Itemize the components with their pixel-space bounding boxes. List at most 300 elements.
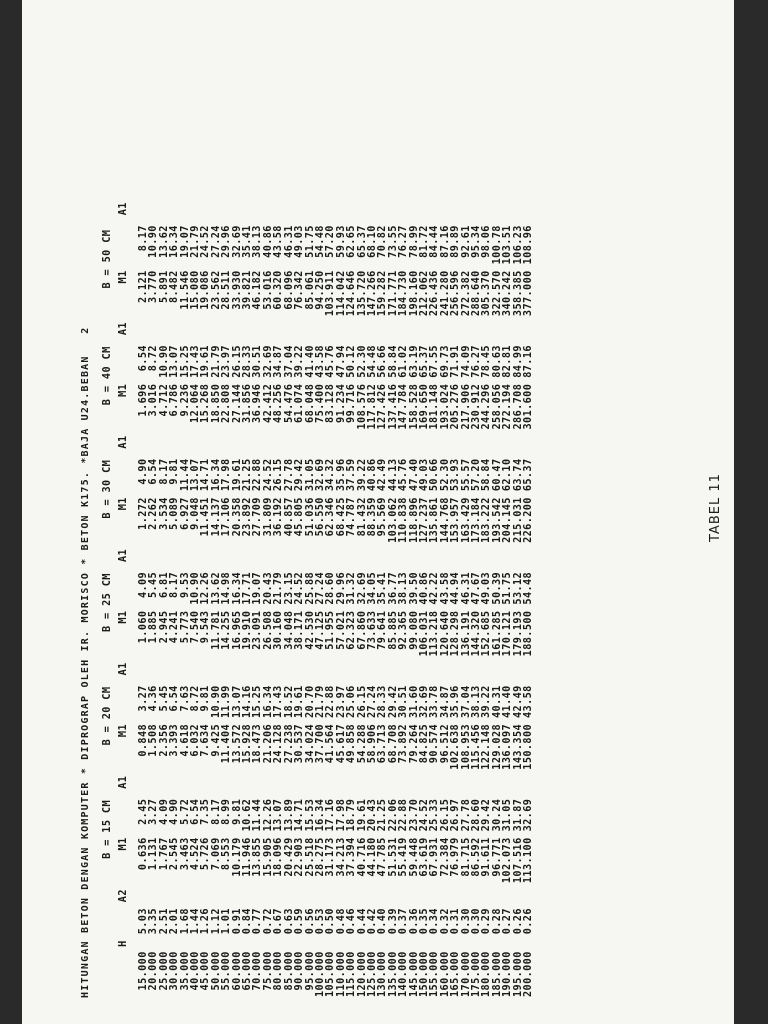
cell-m1: 0.636: [138, 837, 149, 871]
cell-a1: 50.39: [491, 571, 503, 605]
cell-h: 155.000: [429, 951, 441, 997]
cell-m1: 23.892: [242, 497, 254, 537]
cell-a1: 14.71: [200, 458, 212, 492]
cell-a1: 38.13: [252, 225, 264, 258]
cell-a1: 30.51: [398, 685, 410, 718]
cell-a1: 8.72: [190, 685, 202, 712]
cell-a1: 29.96: [221, 225, 233, 258]
cell-a1: 46.31: [460, 571, 472, 605]
cell-m1: 244.296: [481, 383, 493, 430]
group-header-row: [102, 199, 117, 1000]
cell-h: 180.000: [481, 951, 493, 997]
cell-a1: 23.15: [283, 571, 295, 605]
cell-m1: 42.412: [262, 383, 274, 423]
cell-m1: 91.611: [481, 837, 493, 877]
cell-a1: 11.44: [179, 458, 191, 492]
cell-a2: 0.91: [231, 908, 243, 935]
cell-a1: 57.20: [325, 225, 337, 258]
cell-a2: 2.01: [169, 908, 181, 935]
cell-m1: 181.148: [429, 383, 441, 430]
col-header-a2: A2: [117, 889, 129, 903]
cell-m1: 272.382: [460, 270, 472, 317]
cell-a1: 18.79: [346, 798, 358, 832]
cell-a2: 5.03: [138, 908, 149, 935]
cell-a1: 70.82: [377, 225, 389, 258]
cell-m1: 36.946: [252, 383, 264, 423]
cell-a1: 26.15: [273, 458, 285, 492]
cell-m1: 169.650: [418, 383, 430, 430]
cell-m1: 73.892: [398, 723, 410, 764]
cell-a1: 73.55: [387, 225, 399, 258]
cell-a2: 0.67: [273, 908, 285, 935]
cell-m1: 34.213: [335, 837, 347, 877]
cell-a1: 30.24: [491, 798, 503, 832]
cell-m1: 13.855: [252, 837, 264, 877]
group-header: B = 40 CM: [101, 346, 113, 406]
cell-m1: 31.173: [325, 837, 337, 877]
cell-m1: 28.275: [314, 837, 326, 877]
cell-m1: 40.716: [356, 837, 368, 877]
table-body: [139, 199, 534, 1000]
cell-m1: 230.912: [471, 383, 482, 430]
cell-h: 60.000: [231, 951, 243, 991]
cell-h: 65.000: [242, 951, 254, 991]
col-header-m1: M1: [117, 270, 129, 284]
cell-m1: 9.425: [210, 723, 222, 757]
cell-m1: 9.236: [179, 383, 191, 417]
cell-m1: 26.508: [262, 610, 274, 650]
cell-m1: 92.365: [398, 610, 410, 650]
cell-a1: 26.97: [450, 798, 462, 832]
cell-m1: 63.619: [418, 837, 430, 877]
cell-a1: 17.43: [273, 685, 285, 718]
cell-m1: 193.542: [491, 497, 503, 543]
cell-a1: 34.32: [325, 458, 337, 492]
cell-m1: 1.767: [158, 837, 170, 871]
cell-m1: 68.425: [335, 497, 347, 537]
cell-a1: 35.41: [377, 571, 389, 605]
cell-m1: 37.394: [346, 837, 358, 877]
cell-a2: 0.26: [512, 908, 524, 935]
cell-a1: 87.16: [439, 225, 451, 258]
cell-m1: 15.928: [242, 723, 254, 764]
cell-a1: 76.27: [398, 225, 410, 258]
cell-a1: 58.84: [481, 458, 493, 492]
cell-m1: 137.416: [387, 383, 399, 430]
cell-a1: 10.90: [210, 685, 222, 718]
cell-a1: 39.22: [294, 345, 306, 378]
cell-a2: 0.28: [491, 908, 503, 935]
cell-m1: 3.016: [148, 383, 160, 417]
cell-a1: 19.61: [200, 345, 212, 378]
col-header-m1: M1: [117, 383, 129, 397]
cell-a1: 78.99: [408, 225, 420, 258]
cell-a1: 87.16: [523, 345, 535, 378]
cell-h: 80.000: [273, 951, 285, 991]
cell-h: 185.000: [491, 951, 503, 997]
cell-h: 85.000: [283, 951, 295, 991]
cell-a1: 32.69: [314, 458, 326, 492]
cell-h: 20.000: [148, 951, 160, 991]
cell-a1: 63.19: [408, 345, 420, 378]
cell-m1: 205.276: [450, 383, 462, 430]
cell-a1: 29.42: [481, 798, 493, 832]
cell-h: 135.000: [387, 951, 399, 997]
cell-a1: 20.43: [262, 571, 274, 605]
cell-m1: 68.048: [304, 383, 316, 423]
cell-m1: 305.370: [481, 270, 493, 317]
cell-m1: 6.927: [179, 497, 191, 530]
cell-m1: 1.060: [138, 610, 149, 644]
cell-h: 175.000: [471, 951, 482, 997]
cell-m1: 114.042: [335, 270, 347, 317]
cell-m1: 4.712: [158, 383, 170, 417]
cell-a1: 58.84: [387, 345, 399, 378]
cell-a1: 55.57: [460, 458, 472, 492]
cell-h: 90.000: [294, 951, 306, 991]
cell-m1: 159.282: [377, 270, 389, 317]
cell-a1: 31.60: [408, 685, 420, 718]
cell-a1: 18.52: [283, 685, 295, 718]
cell-a1: 40.86: [262, 225, 274, 258]
cell-a1: 89.89: [450, 225, 462, 258]
cell-m1: 17.106: [221, 497, 233, 537]
cell-a2: 0.29: [481, 908, 493, 935]
cell-a1: 8.17: [169, 571, 181, 599]
cell-a2: 1.12: [210, 908, 222, 935]
cell-a1: 28.60: [471, 798, 482, 832]
cell-a1: 39.50: [408, 571, 420, 605]
group-header: B = 15 CM: [101, 800, 113, 859]
cell-m1: 33.930: [231, 270, 243, 310]
cell-a1: 63.74: [512, 458, 524, 492]
cell-a1: 24.52: [262, 458, 274, 492]
cell-a1: 12.26: [200, 571, 212, 605]
cell-m1: 128.298: [450, 610, 462, 657]
cell-a1: 10.62: [242, 798, 254, 832]
cell-m1: 61.074: [294, 383, 306, 423]
cell-a1: 13.07: [273, 798, 285, 832]
cell-a1: 19.61: [356, 798, 368, 832]
cell-m1: 113.100: [523, 837, 535, 884]
cell-m1: 103.911: [325, 270, 337, 317]
cell-h: 200.000: [523, 951, 535, 997]
cell-m1: 75.400: [314, 383, 326, 423]
cell-a1: 32.69: [356, 571, 368, 605]
cell-a1: 42.49: [377, 458, 389, 492]
cell-a1: 24.52: [418, 798, 430, 832]
cell-a1: 43.58: [273, 225, 285, 258]
cell-m1: 5.089: [169, 497, 181, 530]
cell-m1: 193.024: [439, 383, 451, 430]
cell-a1: 74.09: [460, 345, 472, 378]
cell-m1: 53.016: [262, 270, 274, 310]
cell-a1: 30.51: [252, 345, 264, 378]
cell-a1: 16.34: [169, 225, 181, 258]
cell-a2: 3.35: [148, 908, 160, 935]
cell-m1: 241.280: [439, 270, 451, 317]
table-row: [399, 199, 409, 1000]
cell-a1: 29.96: [335, 571, 347, 605]
cell-a1: 106.23: [512, 225, 524, 265]
cell-m1: 108.576: [356, 383, 368, 430]
cell-h: 165.000: [450, 951, 462, 997]
cell-m1: 1.272: [138, 497, 149, 530]
cell-a1: 60.47: [491, 458, 503, 492]
cell-a1: 49.03: [294, 225, 306, 258]
cell-a1: 17.16: [325, 798, 337, 832]
cell-a1: 9.53: [179, 571, 191, 599]
cell-m1: 120.640: [439, 610, 451, 657]
cell-a1: 27.78: [283, 458, 295, 492]
cell-h: 125.000: [366, 951, 378, 997]
cell-m1: 158.528: [408, 383, 420, 430]
cell-a2: 0.63: [283, 908, 295, 935]
table-row: [160, 199, 170, 1000]
cell-h: 50.000: [210, 951, 222, 991]
cell-a1: 19.61: [231, 458, 243, 492]
cell-m1: 286.708: [512, 383, 524, 430]
col-header-a1: A1: [117, 322, 129, 336]
cell-m1: 340.242: [502, 270, 514, 317]
cell-a1: 5.45: [158, 685, 170, 712]
cell-a2: 0.37: [398, 908, 410, 935]
cell-m1: 56.550: [314, 497, 326, 537]
cell-m1: 15.268: [200, 383, 212, 423]
cell-m1: 51.531: [387, 837, 399, 877]
cell-m1: 18.096: [273, 837, 285, 877]
cell-m1: 54.476: [283, 383, 295, 423]
cell-a1: 41.40: [304, 345, 316, 378]
cell-a1: 36.77: [387, 571, 399, 605]
col-header-h: H: [117, 940, 129, 947]
cell-a1: 37.04: [283, 345, 295, 378]
cell-a2: 0.48: [335, 908, 347, 935]
cell-a1: 7.35: [200, 798, 212, 825]
cell-m1: 11.781: [210, 610, 222, 650]
group-header: B = 25 CM: [101, 573, 113, 633]
cell-a1: 43.58: [314, 345, 326, 378]
cell-a2: 0.84: [242, 908, 254, 935]
cell-a1: 14.16: [242, 685, 254, 718]
cell-a1: 24.52: [294, 571, 306, 605]
cell-a1: 52.30: [439, 458, 451, 492]
cell-m1: 51.036: [304, 497, 316, 537]
cell-a1: 32.69: [231, 225, 243, 258]
cell-a1: 10.90: [148, 225, 160, 258]
cell-m1: 49.858: [346, 723, 358, 764]
cell-m1: 27.144: [231, 383, 243, 423]
cell-a1: 40.86: [366, 458, 378, 492]
cell-m1: 198.160: [408, 270, 420, 317]
cell-a1: 40.86: [418, 571, 430, 605]
cell-m1: 144.320: [471, 610, 482, 657]
table-row: [149, 199, 159, 1000]
blank-header: [102, 937, 117, 1000]
cell-m1: 301.600: [523, 383, 535, 430]
cell-m1: 19.086: [200, 270, 212, 310]
cell-a1: 8.17: [210, 798, 222, 825]
cell-a2: 0.77: [252, 908, 264, 935]
col-header-m1: M1: [117, 610, 129, 624]
cell-h: 75.000: [262, 951, 274, 991]
cell-m1: 38.171: [294, 610, 306, 650]
cell-m1: 24.128: [273, 723, 285, 764]
cell-a1: 20.70: [304, 685, 316, 718]
table-row: [139, 199, 149, 1000]
cell-m1: 59.448: [408, 837, 420, 877]
cell-m1: 16.965: [231, 610, 243, 650]
cell-a2: 2.51: [158, 908, 170, 935]
cell-m1: 161.285: [491, 610, 503, 657]
cell-a1: 59.93: [335, 225, 347, 258]
cell-a1: 17.98: [335, 798, 347, 832]
cell-m1: 37.700: [314, 723, 326, 764]
cell-h: 145.000: [408, 951, 420, 997]
cell-a1: 23.70: [408, 798, 420, 832]
cell-m1: 90.574: [429, 723, 441, 764]
cell-a1: 26.15: [231, 345, 243, 378]
cell-m1: 46.182: [252, 270, 264, 310]
cell-m1: 74.787: [346, 497, 358, 537]
cell-a1: 8.17: [158, 458, 170, 485]
cell-h: 100.000: [314, 951, 326, 997]
cell-a1: 84.44: [429, 225, 441, 258]
cell-a1: 71.91: [450, 345, 462, 378]
col-header-a1: A1: [117, 202, 129, 216]
cell-a1: 54.48: [314, 225, 326, 258]
cell-a1: 6.81: [158, 571, 170, 599]
cell-m1: 1.885: [148, 610, 160, 644]
cell-a1: 15.25: [179, 345, 191, 378]
cell-m1: 23.562: [210, 270, 222, 310]
cell-h: 170.000: [460, 951, 472, 997]
cell-m1: 127.426: [377, 383, 389, 430]
cell-h: 15.000: [138, 951, 149, 991]
cell-a1: 23.97: [335, 685, 347, 718]
cell-m1: 23.091: [252, 610, 264, 650]
cell-a1: 32.69: [418, 685, 430, 718]
cell-h: 110.000: [335, 951, 347, 997]
cell-a1: 6.54: [169, 685, 181, 712]
cell-m1: 102.073: [502, 837, 514, 884]
beam-table: [102, 199, 534, 1000]
cell-a1: 11.99: [221, 685, 233, 718]
cell-m1: 258.056: [491, 383, 503, 430]
cell-h: 120.000: [356, 951, 368, 997]
cell-a1: 8.99: [221, 798, 233, 825]
cell-a1: 14.71: [294, 798, 306, 832]
cell-m1: 5.773: [179, 610, 191, 644]
cell-a2: 0.53: [314, 908, 326, 935]
cell-h: 130.000: [377, 951, 389, 997]
cell-m1: 212.062: [418, 270, 430, 317]
cell-a1: 38.13: [398, 571, 410, 605]
cell-m1: 106.031: [418, 610, 430, 657]
cell-m1: 122.148: [481, 723, 493, 770]
cell-a1: 32.69: [523, 798, 535, 832]
cell-a1: 7.63: [179, 685, 191, 712]
cell-m1: 19.910: [242, 610, 254, 650]
cell-a1: 44.13: [387, 458, 399, 492]
cell-m1: 58.906: [366, 723, 378, 764]
cell-a1: 9.81: [200, 685, 212, 712]
cell-m1: 85.885: [387, 610, 399, 650]
cell-a1: 80.63: [491, 345, 503, 378]
col-header-a1: A1: [117, 548, 129, 562]
cell-a1: 5.72: [179, 798, 191, 825]
cell-h: 70.000: [252, 951, 264, 991]
cell-m1: 2.262: [148, 497, 160, 530]
cell-a1: 76.27: [471, 345, 482, 378]
cell-a1: 27.24: [366, 685, 378, 718]
cell-m1: 20.429: [283, 837, 295, 877]
cell-h: 160.000: [439, 951, 451, 997]
cell-a1: 26.15: [439, 798, 451, 832]
cell-a1: 41.40: [502, 685, 514, 718]
cell-m1: 103.062: [387, 497, 399, 543]
cell-a1: 16.34: [210, 458, 222, 492]
cell-m1: 47.785: [377, 837, 389, 877]
cell-m1: 226.200: [523, 497, 535, 543]
cell-h: 30.000: [169, 951, 181, 991]
cell-a1: 40.31: [491, 685, 503, 718]
cell-a1: 6.54: [138, 345, 149, 372]
cell-a1: 37.04: [460, 685, 472, 718]
cell-a1: 29.42: [387, 685, 399, 718]
cell-a1: 65.37: [418, 345, 430, 378]
cell-a1: 11.44: [252, 798, 264, 832]
cell-a1: 50.66: [429, 458, 441, 492]
cell-a1: 51.75: [502, 571, 514, 605]
cell-m1: 81.432: [356, 497, 368, 537]
cell-m1: 47.125: [314, 610, 326, 650]
col-header-a1: A1: [117, 775, 129, 789]
cell-a2: 0.34: [429, 908, 441, 935]
cell-m1: 31.809: [262, 497, 274, 537]
cell-m1: 4.241: [169, 610, 181, 644]
cell-m1: 272.194: [502, 383, 514, 430]
cell-a2: 0.31: [450, 908, 462, 935]
cell-a1: 47.67: [471, 571, 482, 605]
cell-m1: 81.715: [460, 837, 472, 877]
cell-a1: 22.06: [387, 798, 399, 832]
cell-m1: 86.592: [471, 837, 482, 877]
cell-m1: 99.080: [408, 610, 420, 650]
group-header: B = 20 CM: [101, 686, 113, 746]
cell-m1: 20.358: [231, 497, 243, 537]
cell-m1: 79.264: [408, 723, 420, 764]
cell-m1: 4.524: [190, 837, 202, 871]
cell-a1: 54.48: [523, 571, 535, 605]
cell-a2: 0.42: [366, 908, 378, 935]
cell-a1: 26.15: [356, 685, 368, 718]
cell-a1: 62.65: [346, 225, 358, 258]
cell-m1: 73.633: [366, 610, 378, 650]
cell-a1: 31.05: [502, 798, 514, 832]
cell-m1: 94.250: [314, 270, 326, 310]
cell-m1: 18.850: [210, 383, 222, 423]
cell-m1: 25.518: [304, 837, 316, 877]
cell-m1: 34.048: [283, 610, 295, 650]
cell-m1: 110.838: [398, 497, 410, 543]
cell-a1: 49.03: [418, 458, 430, 492]
cell-m1: 2.945: [158, 610, 170, 644]
cell-h: 140.000: [398, 951, 410, 997]
cell-a2: 0.40: [377, 908, 389, 935]
cell-m1: 11.546: [179, 270, 191, 310]
cell-a1: 12.26: [262, 798, 274, 832]
